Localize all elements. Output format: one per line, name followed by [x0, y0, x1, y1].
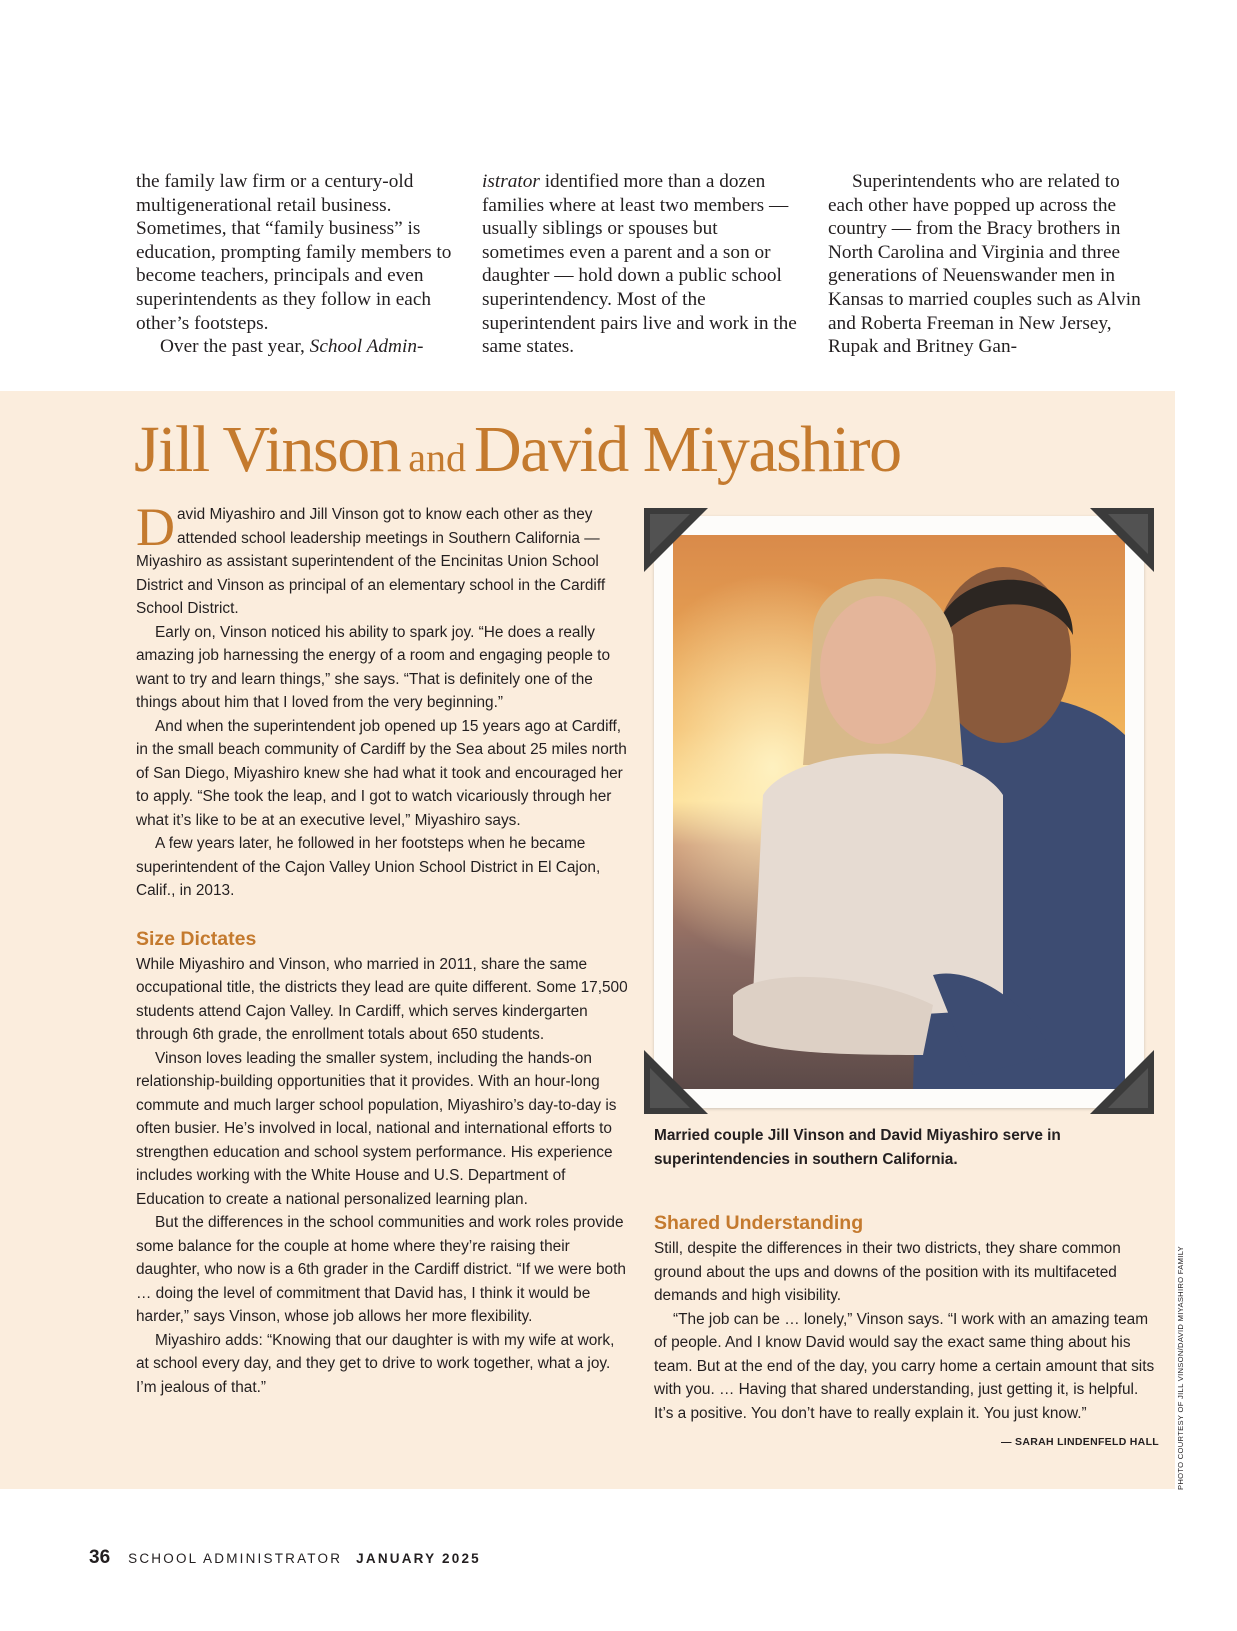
- subhead-shared-understanding: Shared Understanding: [654, 1212, 864, 1234]
- photo-corner-icon: [644, 1050, 708, 1114]
- intro-column-1: [136, 170, 458, 359]
- intro-paragraph: [482, 170, 804, 359]
- magazine-name: SCHOOL ADMINISTRATOR: [128, 1551, 343, 1566]
- photo-caption: Married couple Jill Vinson and David Miyashiro serve in superintendencies in southern California.: [654, 1127, 1061, 1168]
- headline-name-1: Jill Vinson: [134, 413, 401, 486]
- body-paragraph: Miyashiro adds: “Knowing that our daughter is with my wife at work, at school every day, and they get to drive to work together, what a joy. I’m jealous of that.”: [136, 1331, 615, 1396]
- couple-photo: [673, 535, 1125, 1089]
- feature-body-right: [654, 1211, 1159, 1455]
- feature-headline: [134, 412, 901, 488]
- intro-paragraph: [136, 335, 458, 359]
- photo-frame: [654, 516, 1144, 1108]
- body-paragraph: “The job can be … lonely,” Vinson says. “I work with an amazing team of people. And I know David would say the exact same thing about his team. But at the end of the day, you carry home a certain amount that sits with you. … Having that shared understanding, just getting it, is helpful. It’s a positive. You don’t have to really explain it. You just know.”: [654, 1310, 1155, 1422]
- publication-name: School Admin-: [309, 336, 424, 358]
- issue-date: JANUARY 2025: [356, 1551, 481, 1566]
- body-paragraph: A few years later, he followed in her footsteps when he became superintendent of the Cajon Valley Union School District in El Cajon, Calif., in 2013.: [136, 835, 601, 899]
- drop-cap: D: [136, 497, 175, 557]
- photo-corner-icon: [1090, 508, 1154, 572]
- body-paragraph: And when the superintendent job opened up 15 years ago at Cardiff, in the small beach community of Cardiff by the Sea about 25 miles north of San Diego, Miyashiro knew she had what it took and encouraged her to apply. “She took the leap, and I got to watch vicariously through her what it’s like to be at an executive level,” Miyashiro says.: [136, 717, 627, 829]
- body-paragraph: But the differences in the school communities and work roles provide some balance for the couple at home where they’re raising their daughter, who now is a 6th grader in the Cardiff district. “If we were both … doing the level of commitment that David has, I think it would be harder,” says Vinson, whose job allows her more flexibility.: [136, 1214, 626, 1325]
- byline: — SARAH LINDENFELD HALL: [1001, 1436, 1159, 1448]
- feature-body-left: [136, 497, 628, 1399]
- intro-paragraph: the family law firm or a century-old multigenerational retail business. Sometimes, that “family business” is education, prompting family members to become teachers, principals and even superintendents as they follow in each other’s footsteps.: [136, 171, 452, 334]
- photo-credit: PHOTO COURTESY OF JILL VINSON/DAVID MIYASHIRO FAMILY: [1176, 1245, 1185, 1490]
- intro-paragraph: Superintendents who are related to each other have popped up across the country — from the Bracy brothers in North Carolina and Virginia and three generations of Neuenswander men in Kansas to married couples such as Alvin and Roberta Freeman in New Jersey, Rupak and Britney Gan-: [828, 171, 1141, 358]
- body-paragraph: Still, despite the differences in their two districts, they share common ground about the ups and downs of the position with its multifaceted demands and high visibility.: [654, 1240, 1121, 1304]
- intro-column-3: [828, 170, 1150, 359]
- headline-name-2: David Miyashiro: [474, 413, 901, 486]
- body-text: avid Miyashiro and Jill Vinson got to know each other as they attended school leadership meetings in Southern California — Miyashiro as assistant superintendent of the Encinitas Union School District and Vinson as principal of an elementary school in the Cardiff School District.: [136, 506, 606, 617]
- page-number: 36: [89, 1547, 111, 1568]
- photo-corner-icon: [644, 508, 708, 572]
- intro-text: identified more than a dozen families where at least two members — usually siblings or spouses but sometimes even a parent and a son or daughter — hold down a public school superintendency. Most of the superintendent pairs live and work in the same states.: [482, 171, 797, 358]
- intro-text: Over the past year,: [160, 336, 310, 358]
- body-paragraph: Early on, Vinson noticed his ability to spark joy. “He does a really amazing job harnessing the energy of a room and engaging people to want to try and learn things,” she says. “That is definitely one of the things about him that I loved from the very beginning.”: [136, 623, 611, 711]
- publication-name: istrator: [482, 171, 540, 192]
- subhead-size-dictates: Size Dictates: [136, 927, 257, 950]
- photo-corner-icon: [1090, 1050, 1154, 1114]
- page-footer: [89, 1547, 481, 1569]
- body-paragraph: Vinson loves leading the smaller system, including the hands-on relationship-building opportunities that it provides. With an hour-long commute and much larger school population, Miyashiro’s day-to-day is often busier. He’s involved in local, national and international efforts to strengthen education and school system performance. His experience includes working with the White House and U.S. Department of Education to create a national personalized learning plan.: [136, 1049, 617, 1208]
- body-paragraph: [136, 497, 628, 621]
- body-paragraph: While Miyashiro and Vinson, who married in 2011, share the same occupational title, the districts they lead are quite different. Some 17,500 students attend Cajon Valley. In Cardiff, which serves kindergarten through 6th grade, the enrollment totals about 650 students.: [136, 955, 628, 1043]
- intro-column-2: [482, 170, 804, 359]
- headline-and: and: [408, 435, 466, 480]
